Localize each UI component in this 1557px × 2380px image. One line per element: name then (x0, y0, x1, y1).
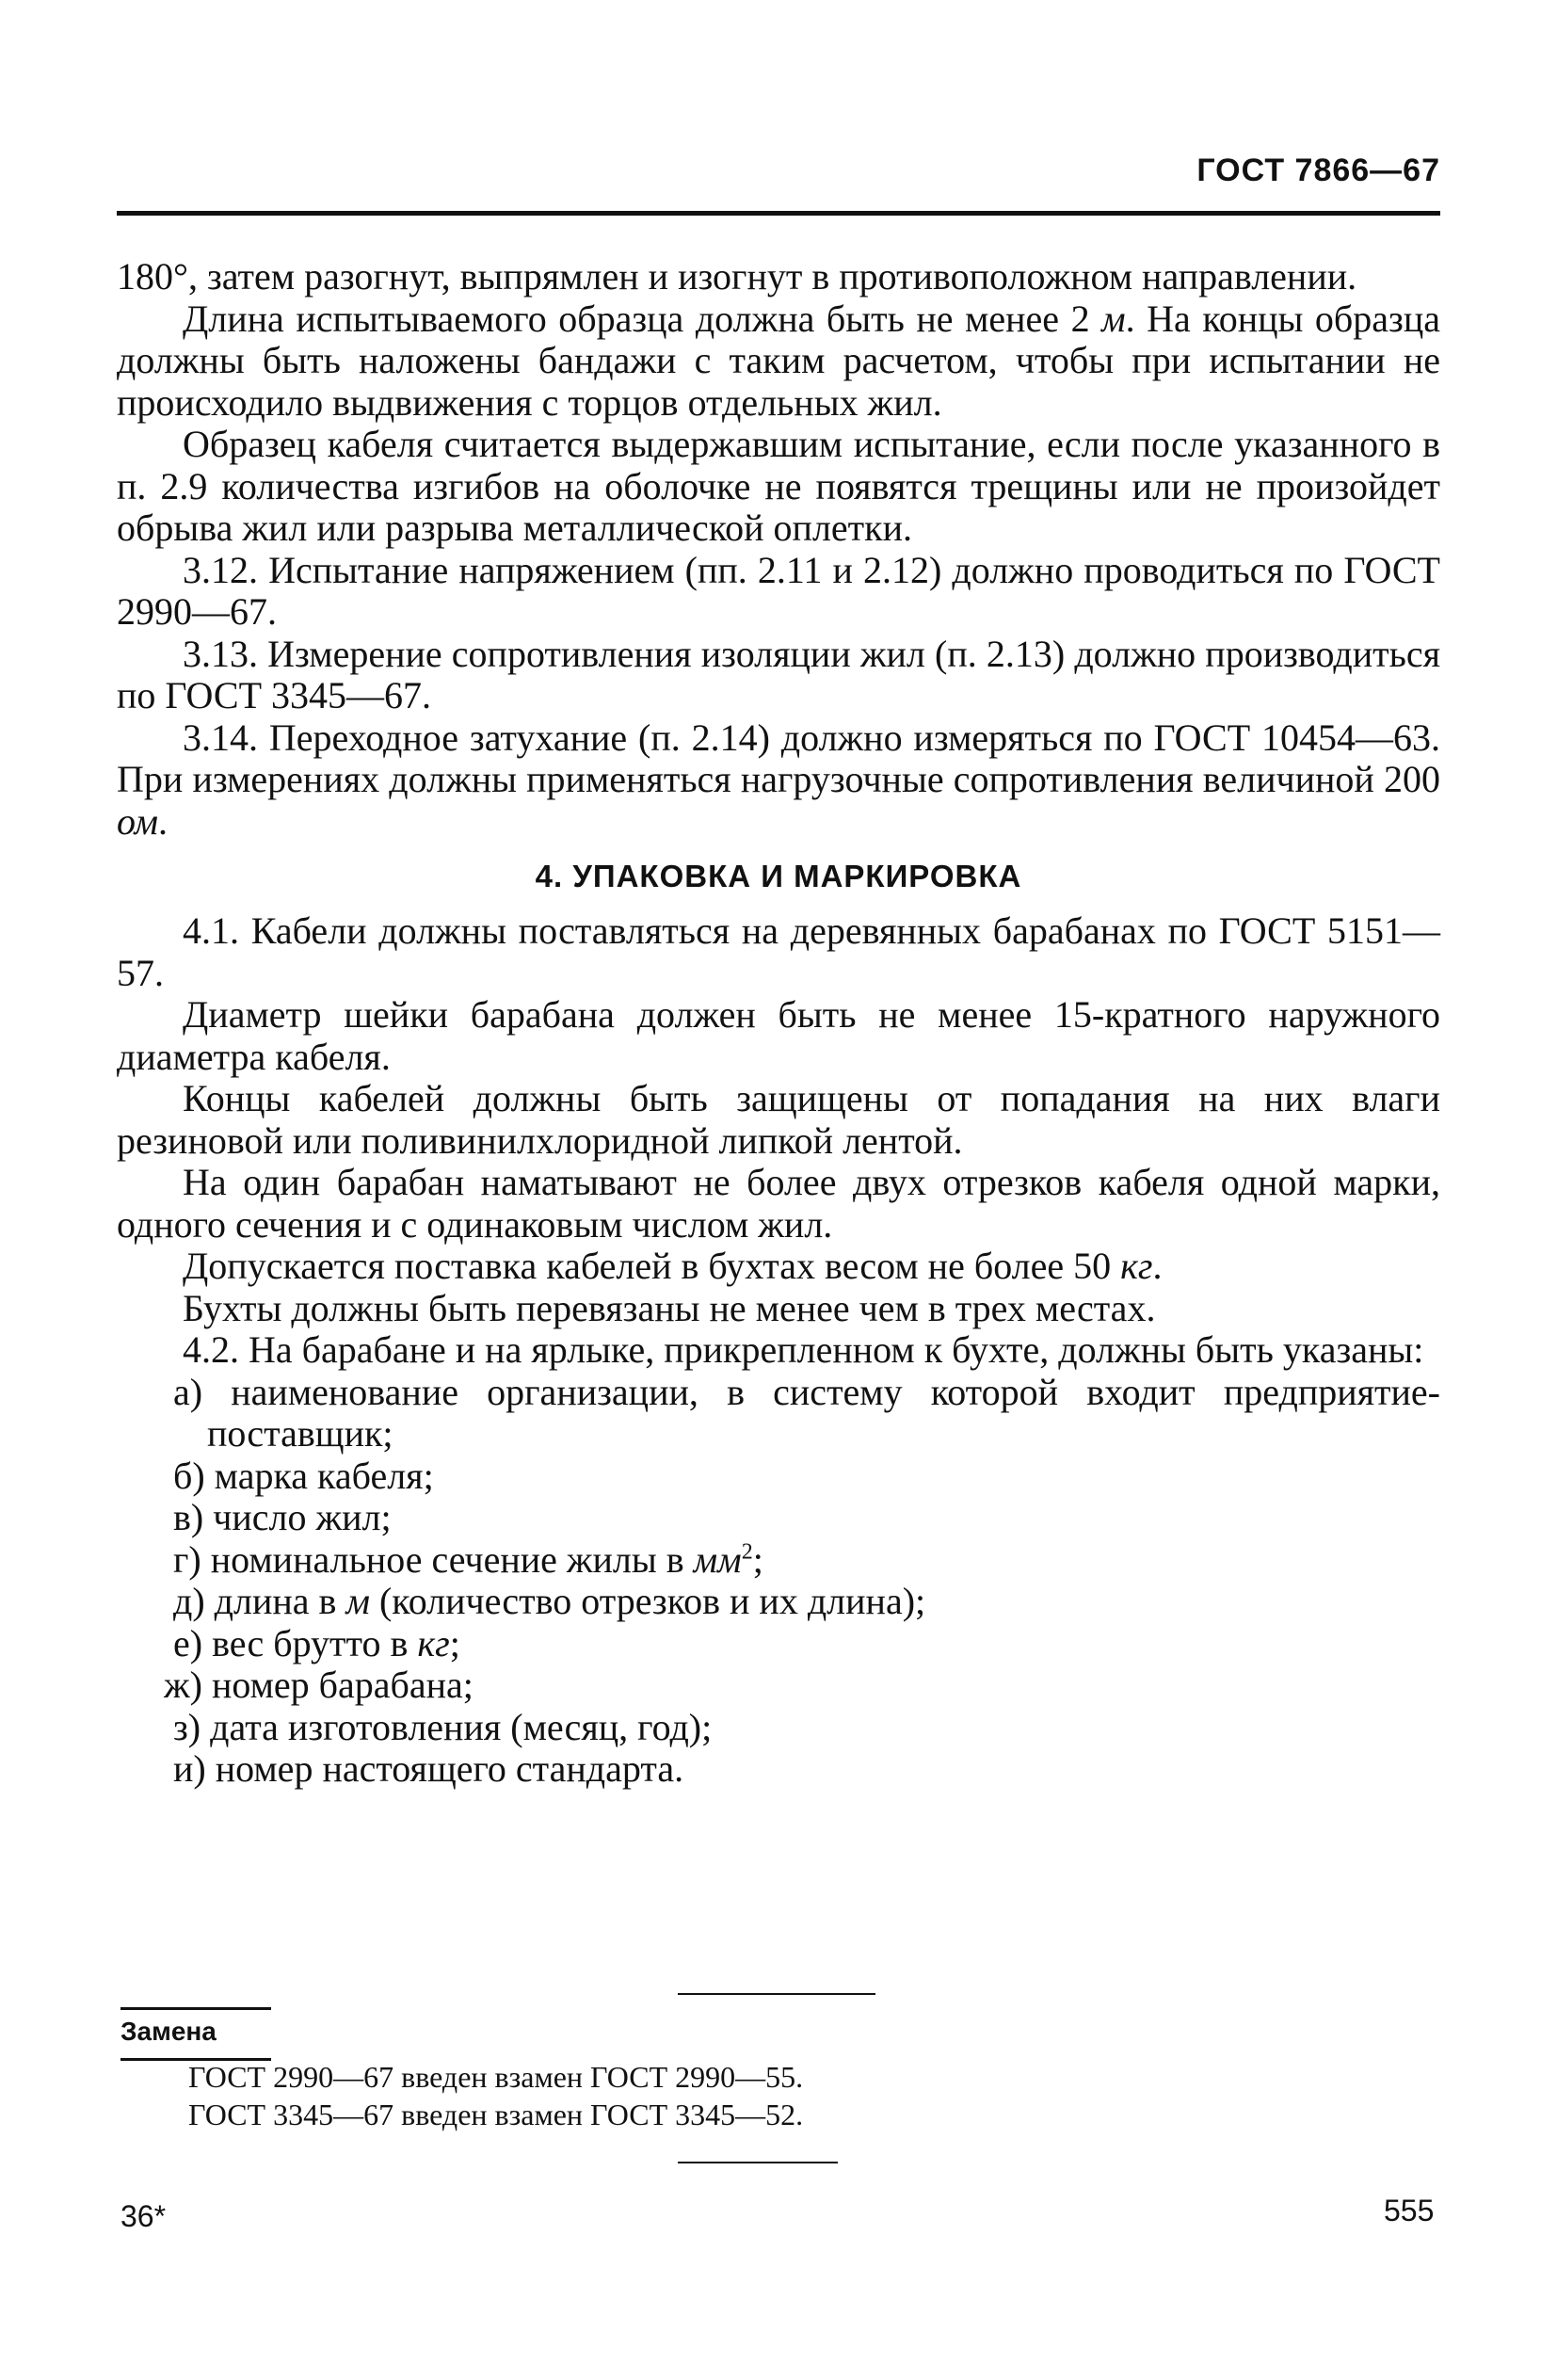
text-segment: . На концы образца должны быть наложены бандажи с таким расчетом, чтобы при испытании не происходило выдвижения с торцов отдельных жил. (117, 297, 1441, 424)
unit-m: м (345, 1580, 370, 1622)
paragraph-sample-length (117, 298, 1440, 425)
body-text (117, 256, 1440, 1791)
text-segment: . (1152, 1245, 1163, 1287)
text-segment: ; (752, 1537, 763, 1581)
footnote-line: ГОСТ 3345—67 введен взамен ГОСТ 3345—52. (188, 2098, 804, 2131)
paragraph-drum-diameter: Диаметр шейки барабана должен быть не менее 15-кратного наружного диаметра кабеля. (117, 993, 1440, 1078)
text-segment: Длина испытываемого образца должна быть не менее 2 (183, 297, 1102, 340)
paragraph-3-12: 3.12. Испытание напряжением (пп. 2.11 и 2.12) должно проводиться по ГОСТ 2990—67. (117, 548, 1440, 633)
footnote-line: ГОСТ 2990—67 введен взамен ГОСТ 2990—55. (188, 2060, 804, 2094)
list-item: а) наименование организации, в систему которой входит предприятие-поставщик; (173, 1370, 1440, 1455)
paragraph-coil-tying: Бухты должны быть перевязаны не менее чем в трех местах. (183, 1286, 1156, 1329)
text-segment: д) длина в (173, 1580, 346, 1622)
text-segment: Допускается поставка кабелей в бухтах весом не более 50 (183, 1245, 1121, 1287)
paragraph-4-1: 4.1. Кабели должны поставляться на деревянных барабанах по ГОСТ 5151—57. (117, 909, 1440, 994)
superscript: 2 (741, 1539, 753, 1565)
text-segment: е) вес брутто в (173, 1621, 418, 1664)
footnote-lines (188, 2058, 803, 2133)
standard-header: ГОСТ 7866—67 (1196, 153, 1440, 188)
paragraph-continuation: 180°, затем разогнут, выпрямлен и изогнут в противоположном направлении. (117, 255, 1357, 298)
list-item: ж) номер барабана; (164, 1664, 474, 1706)
paragraph-3-14 (117, 717, 1440, 844)
header-rule (117, 211, 1440, 216)
text-segment: ; (449, 1621, 460, 1664)
list-item: б) марка кабеля; (173, 1454, 434, 1497)
paragraph-test-result: Образец кабеля считается выдержавшим испытание, если после указанного в п. 2.9 количества изгибов на оболочке не появятся трещины или не произойдет обрыва жил или разрыва металлической оплетки. (117, 423, 1440, 549)
section-title: 4. УПАКОВКА И МАРКИРОВКА (535, 859, 1022, 893)
paragraph-cable-ends: Концы кабелей должны быть защищены от попадания на них влаги резиновой или поливинилхлоридной липкой лентой. (117, 1077, 1440, 1162)
list-item: в) число жил; (173, 1496, 392, 1538)
unit-kg: кг (417, 1621, 450, 1664)
text-segment: . (158, 799, 169, 843)
unit-m: м (1101, 297, 1126, 340)
paragraph-drum-winding: На один барабан наматывают не более двух отрезков кабеля одной марки, одного сечения и с одинаковым числом жил. (117, 1161, 1440, 1246)
list-item: и) номер настоящего стандарта. (173, 1747, 684, 1790)
list-item (117, 1581, 1440, 1623)
text-segment: (количество отрезков и их длина); (369, 1580, 926, 1622)
footnote-title: Замена (120, 2017, 217, 2046)
list-item (117, 1623, 1440, 1665)
paragraph-3-13: 3.13. Измерение сопротивления изоляции жил (п. 2.13) должно производиться по ГОСТ 3345—67. (117, 632, 1440, 716)
paragraph-4-2: 4.2. На барабане и на ярлыке, прикрепленном к бухте, должны быть указаны: (183, 1328, 1424, 1371)
unit-ohm: ом (117, 799, 159, 843)
text-segment: 3.14. Переходное затухание (п. 2.14) должно измеряться по ГОСТ 10454—63. При измерениях должны применяться нагрузочные сопротивления величиной 200 (117, 716, 1440, 800)
list-item: з) дата изготовления (месяц, год); (173, 1705, 713, 1748)
page-number: 555 (1384, 2194, 1435, 2227)
footnote-rule-top (120, 2007, 271, 2010)
signature-mark: 36* (120, 2199, 167, 2233)
footnote-end-rule (678, 2162, 838, 2163)
unit-mm: мм (693, 1537, 742, 1581)
end-rule (678, 1993, 875, 1995)
unit-kg: кг (1120, 1245, 1153, 1287)
text-segment: г) номинальное сечение жилы в (173, 1537, 694, 1581)
list-item (117, 1539, 1440, 1582)
paragraph-coil-weight (117, 1246, 1440, 1288)
